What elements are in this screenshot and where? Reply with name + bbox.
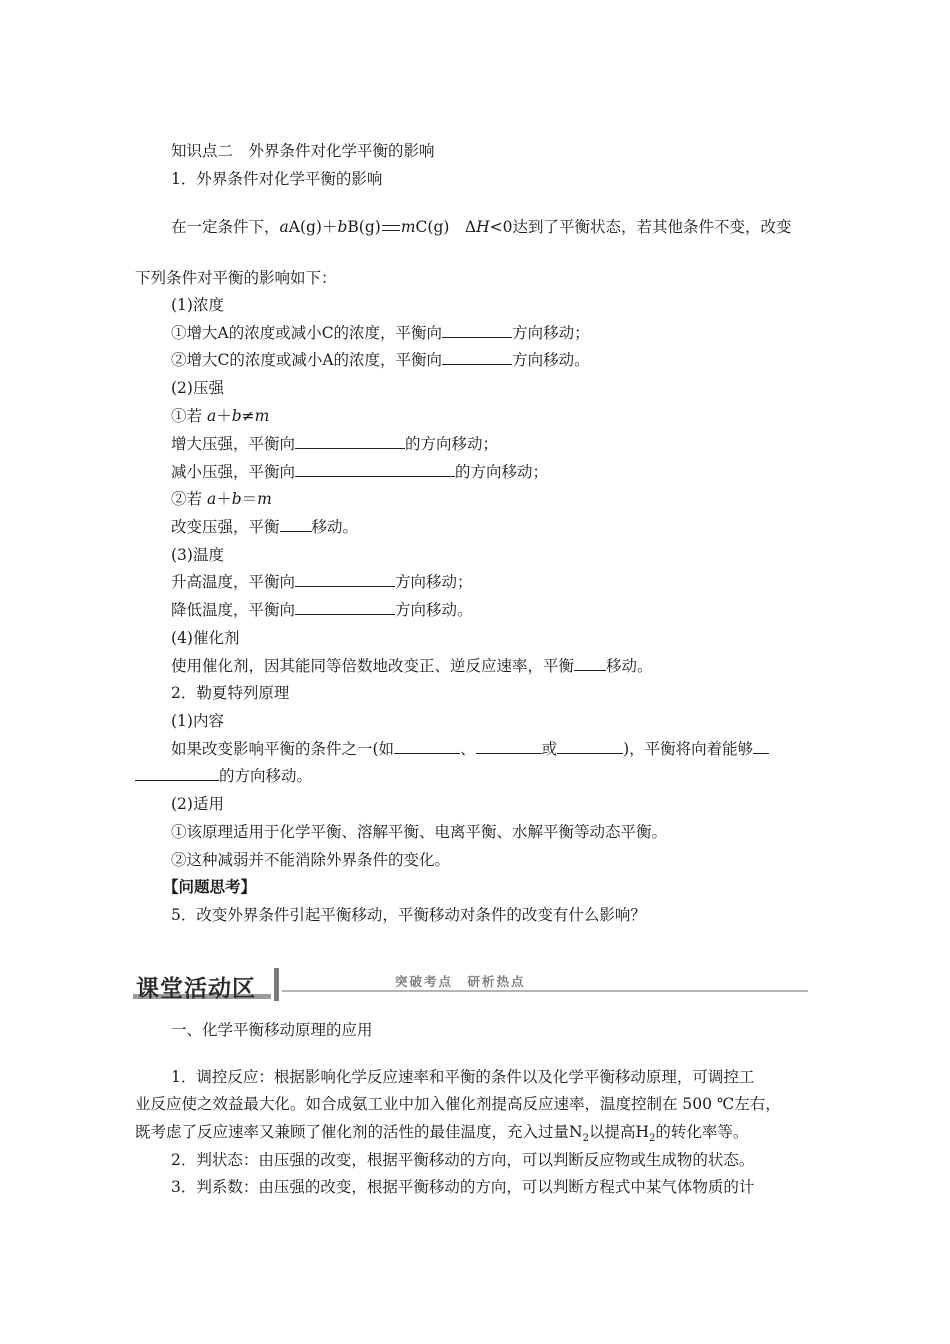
apply-title: (2)适用 (171, 795, 224, 813)
intro-line-2: 下列条件对平衡的影响如下： (135, 269, 337, 287)
temperature-decrease[interactable]: 降低温度，平衡向 方向移动。 (171, 601, 473, 619)
pressure-increase[interactable]: 增大压强，平衡向 的方向移动； (171, 435, 499, 453)
catalyst-title: (4)催化剂 (171, 629, 240, 647)
part2-p1-line-1: 1．调控反应：根据影响化学反应速率和平衡的条件以及化学平衡移动原理，可调控工 (171, 1068, 755, 1086)
pressure-case-1: ①若 a＋b≠m (171, 407, 270, 425)
pressure-title: (2)压强 (171, 379, 224, 397)
subheading-1: 1．外界条件对化学平衡的影响 (171, 170, 383, 188)
fill-blank[interactable] (280, 517, 312, 532)
section-banner (133, 966, 808, 1006)
fill-blank[interactable] (476, 739, 542, 754)
concentration-item-1[interactable]: ①增大A的浓度或减小C的浓度，平衡向 方向移动； (171, 324, 590, 342)
banner-subtitle: 突破考点 研析热点 (395, 974, 526, 989)
pressure-change[interactable]: 改变压强，平衡 移动。 (171, 518, 359, 536)
fill-blank[interactable] (442, 323, 512, 338)
fill-blank[interactable] (135, 766, 219, 781)
fill-blank[interactable] (557, 739, 623, 754)
subheading-2: 2．勒夏特列原理 (171, 684, 290, 702)
part2-p1-line-3: 既考虑了反应速率又兼顾了催化剂的活性的最佳温度，充入过量$N_2$以提高$H_2$的转化率等。 (135, 1123, 749, 1145)
content-line-1[interactable]: 如果改变影响平衡的条件之一(如 、 或 )，平衡将向着能够 (171, 739, 769, 759)
fill-blank[interactable] (394, 739, 460, 754)
banner-title: 课堂活动区 (136, 976, 256, 1002)
equilibrium-arrow-icon (381, 222, 401, 234)
section-heading: 知识点二 外界条件对化学平衡的影响 (171, 142, 435, 160)
fill-blank[interactable] (574, 656, 606, 671)
banner-bar (274, 968, 279, 1001)
part2-p3: 3．判系数：由压强的改变，根据平衡移动的方向，可以判断方程式中某气体物质的计 (171, 1178, 755, 1196)
apply-item-2: ②这种减弱并不能消除外界条件的变化。 (171, 851, 451, 869)
fill-blank[interactable] (295, 434, 405, 449)
content-line-2[interactable]: 的方向移动。 (135, 766, 312, 786)
part2-p2: 2．判状态：由压强的改变，根据平衡移动的方向，可以判断反应物或生成物的状态。 (171, 1151, 755, 1169)
pressure-decrease[interactable]: 减小压强，平衡向 的方向移动； (171, 463, 549, 481)
fill-blank[interactable] (295, 600, 395, 615)
fill-blank[interactable] (753, 739, 769, 754)
temperature-title: (3)温度 (171, 546, 224, 564)
part2-heading: 一、化学平衡移动原理的应用 (171, 1021, 373, 1039)
fill-blank[interactable] (442, 350, 512, 365)
concentration-item-2[interactable]: ②增大C的浓度或减小A的浓度，平衡向 方向移动。 (171, 351, 590, 369)
apply-item-1: ①该原理适用于化学平衡、溶解平衡、电离平衡、水解平衡等动态平衡。 (171, 823, 668, 841)
question-5: 5．改变外界条件引起平衡移动，平衡移动对条件的改变有什么影响？ (171, 906, 646, 924)
concentration-title: (1)浓度 (171, 296, 224, 314)
catalyst-line[interactable]: 使用催化剂，因其能同等倍数地改变正、逆反应速率，平衡 移动。 (171, 657, 653, 675)
question-tag: 【问题思考】 (163, 877, 257, 896)
banner-rule (282, 990, 808, 992)
content-title: (1)内容 (171, 712, 224, 730)
pressure-case-2: ②若 a＋b＝m (171, 490, 272, 508)
part2-p1-line-2: 业反应使之效益最大化。如合成氨工业中加入催化剂提高反应速率，温度控制在 500 ℃左右， (135, 1095, 781, 1113)
fill-blank[interactable] (295, 462, 455, 477)
temperature-increase[interactable]: 升高温度，平衡向 方向移动； (171, 573, 473, 591)
fill-blank[interactable] (295, 572, 395, 587)
intro-line-1: 在一定条件下，aA(g)＋bB(g) mC(g) ΔH<0达到了平衡状态，若其他条件不变，改变 (171, 218, 792, 236)
